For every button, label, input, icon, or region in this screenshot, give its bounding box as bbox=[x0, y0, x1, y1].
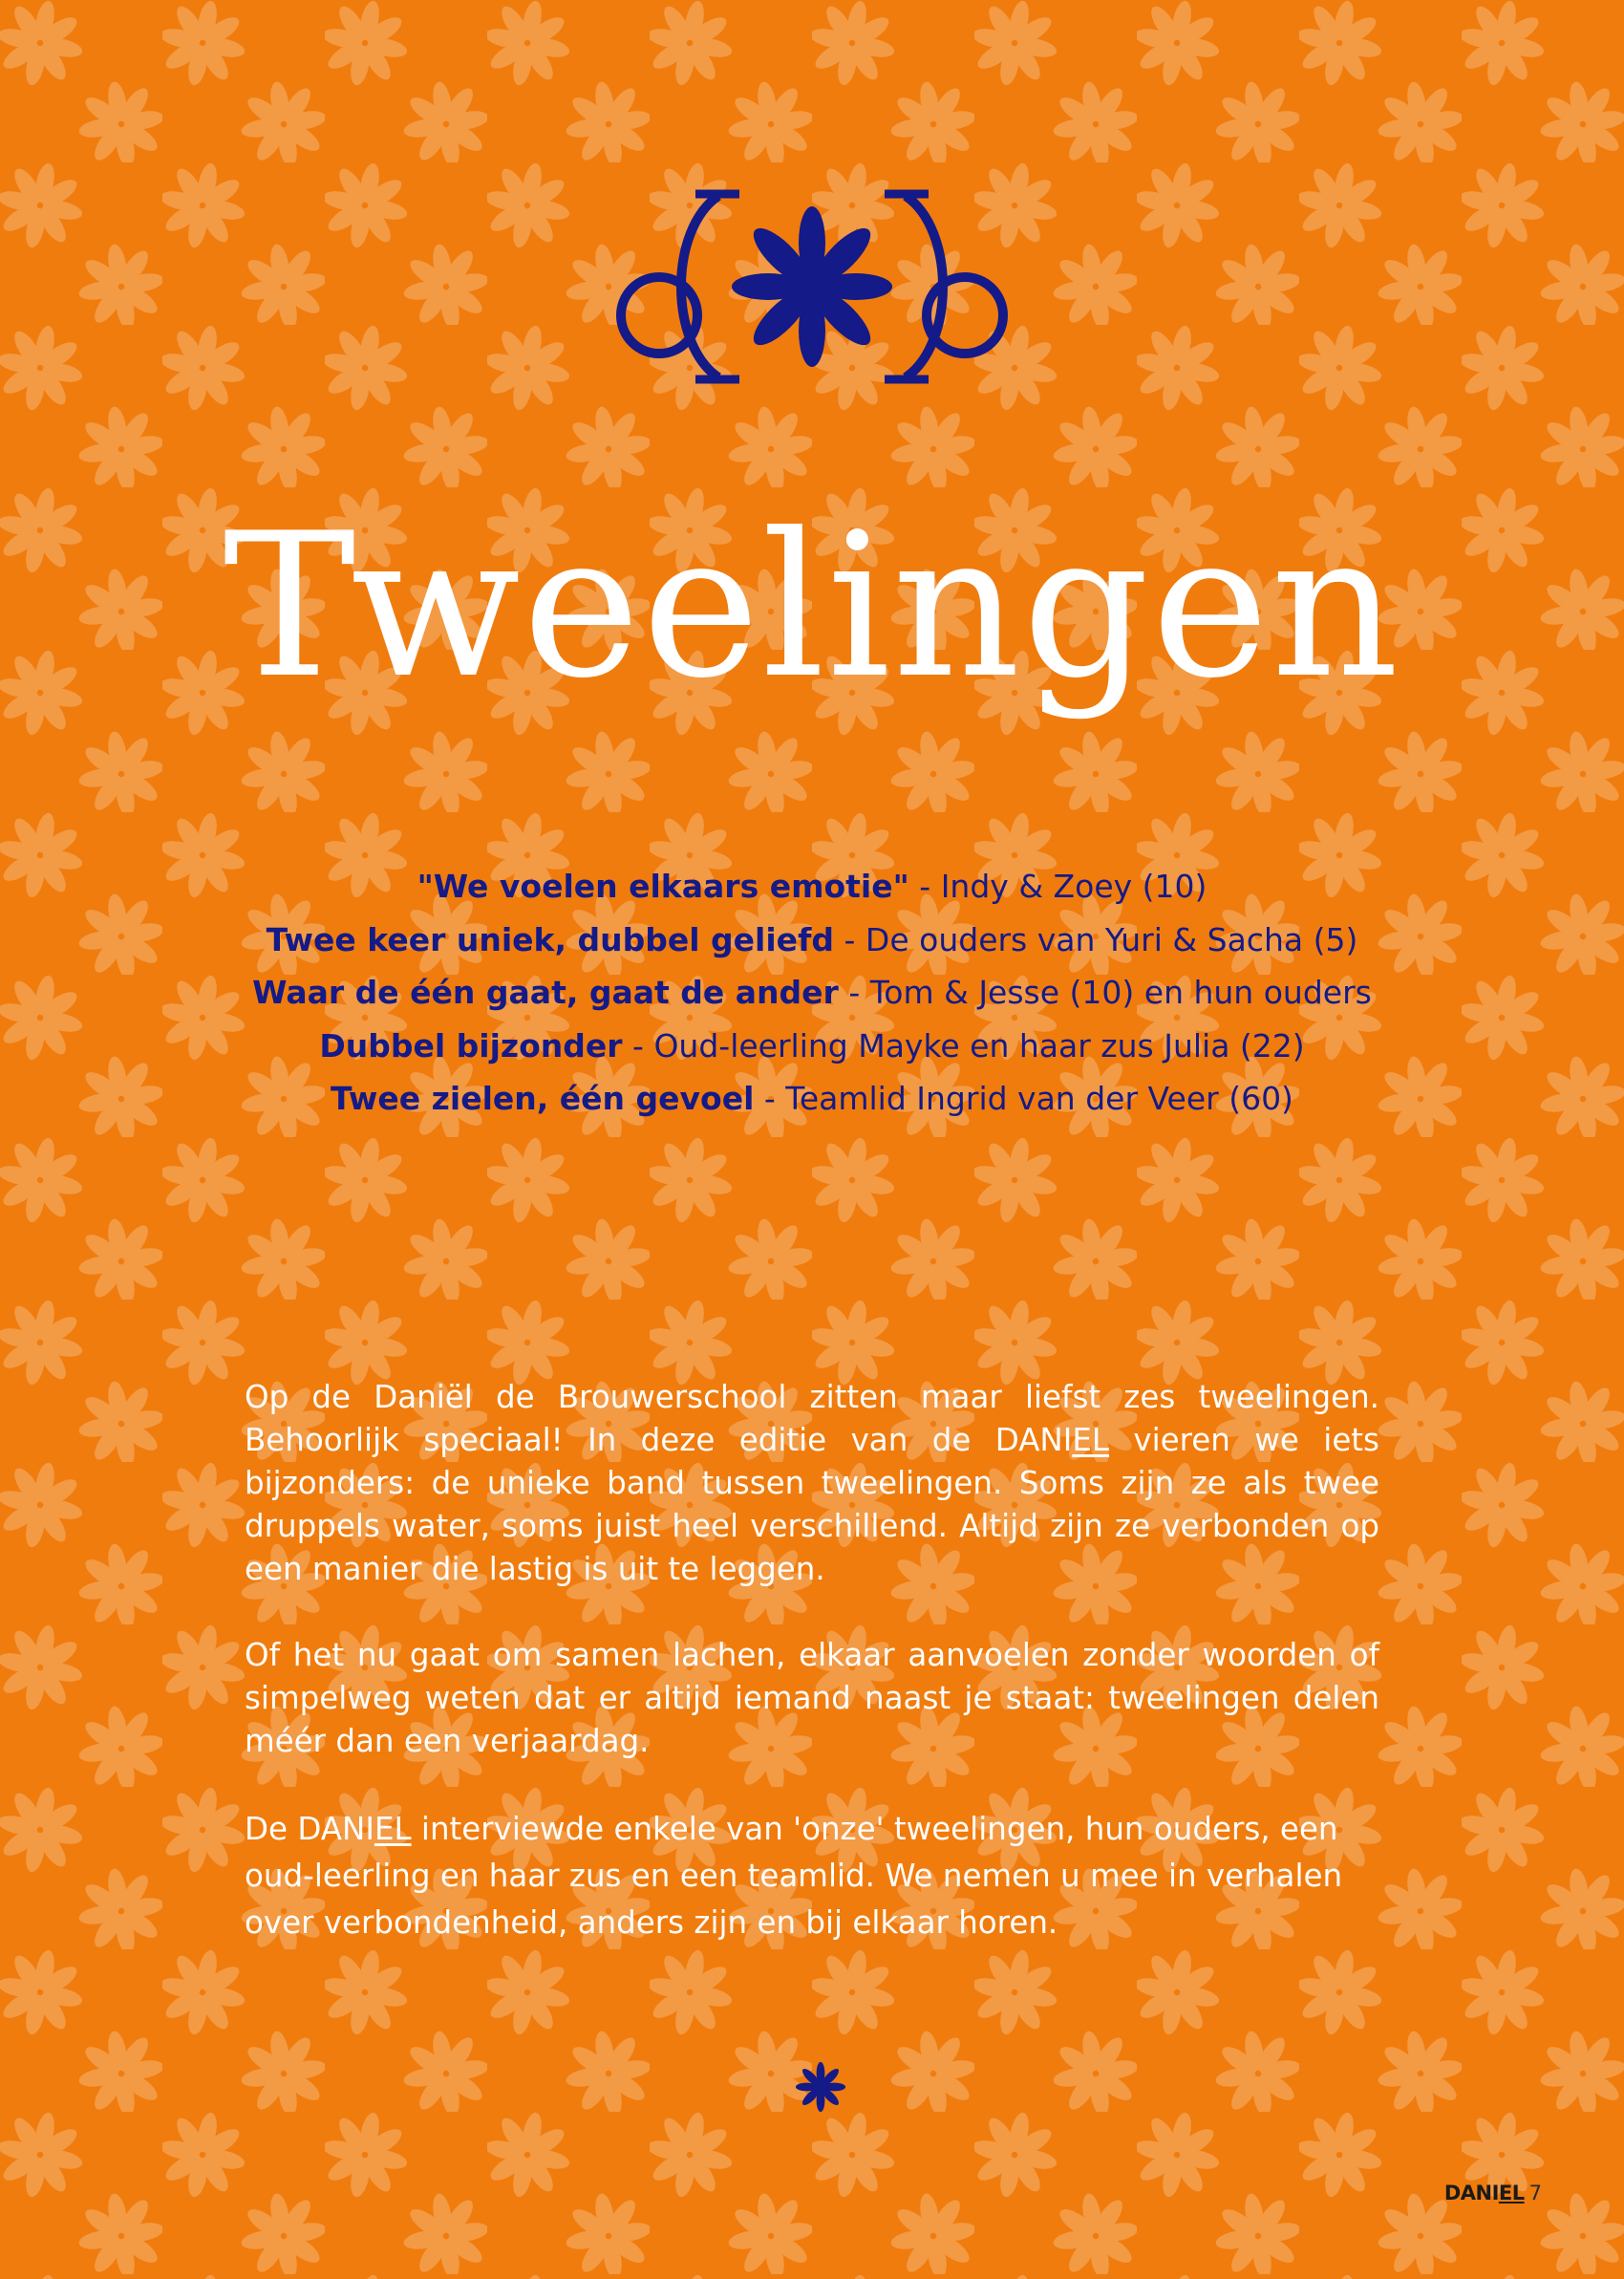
page-number: 7 bbox=[1528, 2182, 1542, 2204]
contents-headline: Dubbel bijzonder bbox=[319, 1026, 623, 1064]
footer-brand: DANIEL bbox=[1443, 2182, 1525, 2204]
brand-underline: EL bbox=[1072, 1422, 1109, 1458]
contents-item bbox=[0, 860, 1624, 914]
contents-item bbox=[0, 966, 1624, 1020]
contents-headline: Twee zielen, één gevoel bbox=[331, 1080, 755, 1117]
intro-paragraph: Of het nu gaat om samen lachen, elkaar aanvoelen zonder woorden of simpelweg weten dat er altijd iemand naast je staat: tweelingen delen méér dan een verjaardag. bbox=[245, 1637, 1379, 1759]
contents-headline: "We voelen elkaars emotie" bbox=[417, 868, 909, 905]
contents-item bbox=[0, 1072, 1624, 1126]
page-title: Tweelingen bbox=[223, 491, 1401, 722]
page-footer bbox=[1444, 2182, 1542, 2204]
flower-with-rings-logo bbox=[611, 186, 1013, 387]
contents-detail: - Indy & Zoey (10) bbox=[908, 868, 1207, 905]
contents-detail: - Teamlid Ingrid van der Veer (60) bbox=[754, 1080, 1293, 1117]
contents-detail: - Tom & Jesse (10) en hun ouders bbox=[838, 974, 1372, 1011]
contents-detail: - De ouders van Yuri & Sacha (5) bbox=[834, 920, 1358, 958]
contents-item bbox=[0, 1020, 1624, 1073]
intro-text bbox=[245, 1376, 1379, 1989]
contents-item bbox=[0, 914, 1624, 967]
flower-icon bbox=[793, 2059, 848, 2115]
contents-detail: - Oud-leerling Mayke en haar zus Julia (22) bbox=[622, 1026, 1305, 1064]
intro-paragraph: De DANIEL interviewde enkele van 'onze' tweelingen, hun ouders, een oud-leerling en haar zus en een teamlid. We nemen u mee in verhalen over verbondenheid, anders zijn en bij elkaar horen. bbox=[245, 1811, 1343, 1941]
brand-underline: EL bbox=[374, 1811, 412, 1847]
intro-paragraph: Op de Daniël de Brouwerschool zitten maar liefst zes tweelingen. Behoorlijk speciaal! In deze editie van de DANIEL vieren we iets bijzonders: de unieke band tussen tweelingen. Soms zijn ze als twee druppels water, soms juist heel verschillend. Altijd zijn ze verbonden op een manier die lastig is uit te leggen. bbox=[245, 1379, 1379, 1587]
contents-headline: Twee keer uniek, dubbel geliefd bbox=[266, 920, 835, 958]
contents-headline: Waar de één gaat, gaat de ander bbox=[252, 974, 839, 1011]
contents-list bbox=[0, 860, 1624, 1126]
